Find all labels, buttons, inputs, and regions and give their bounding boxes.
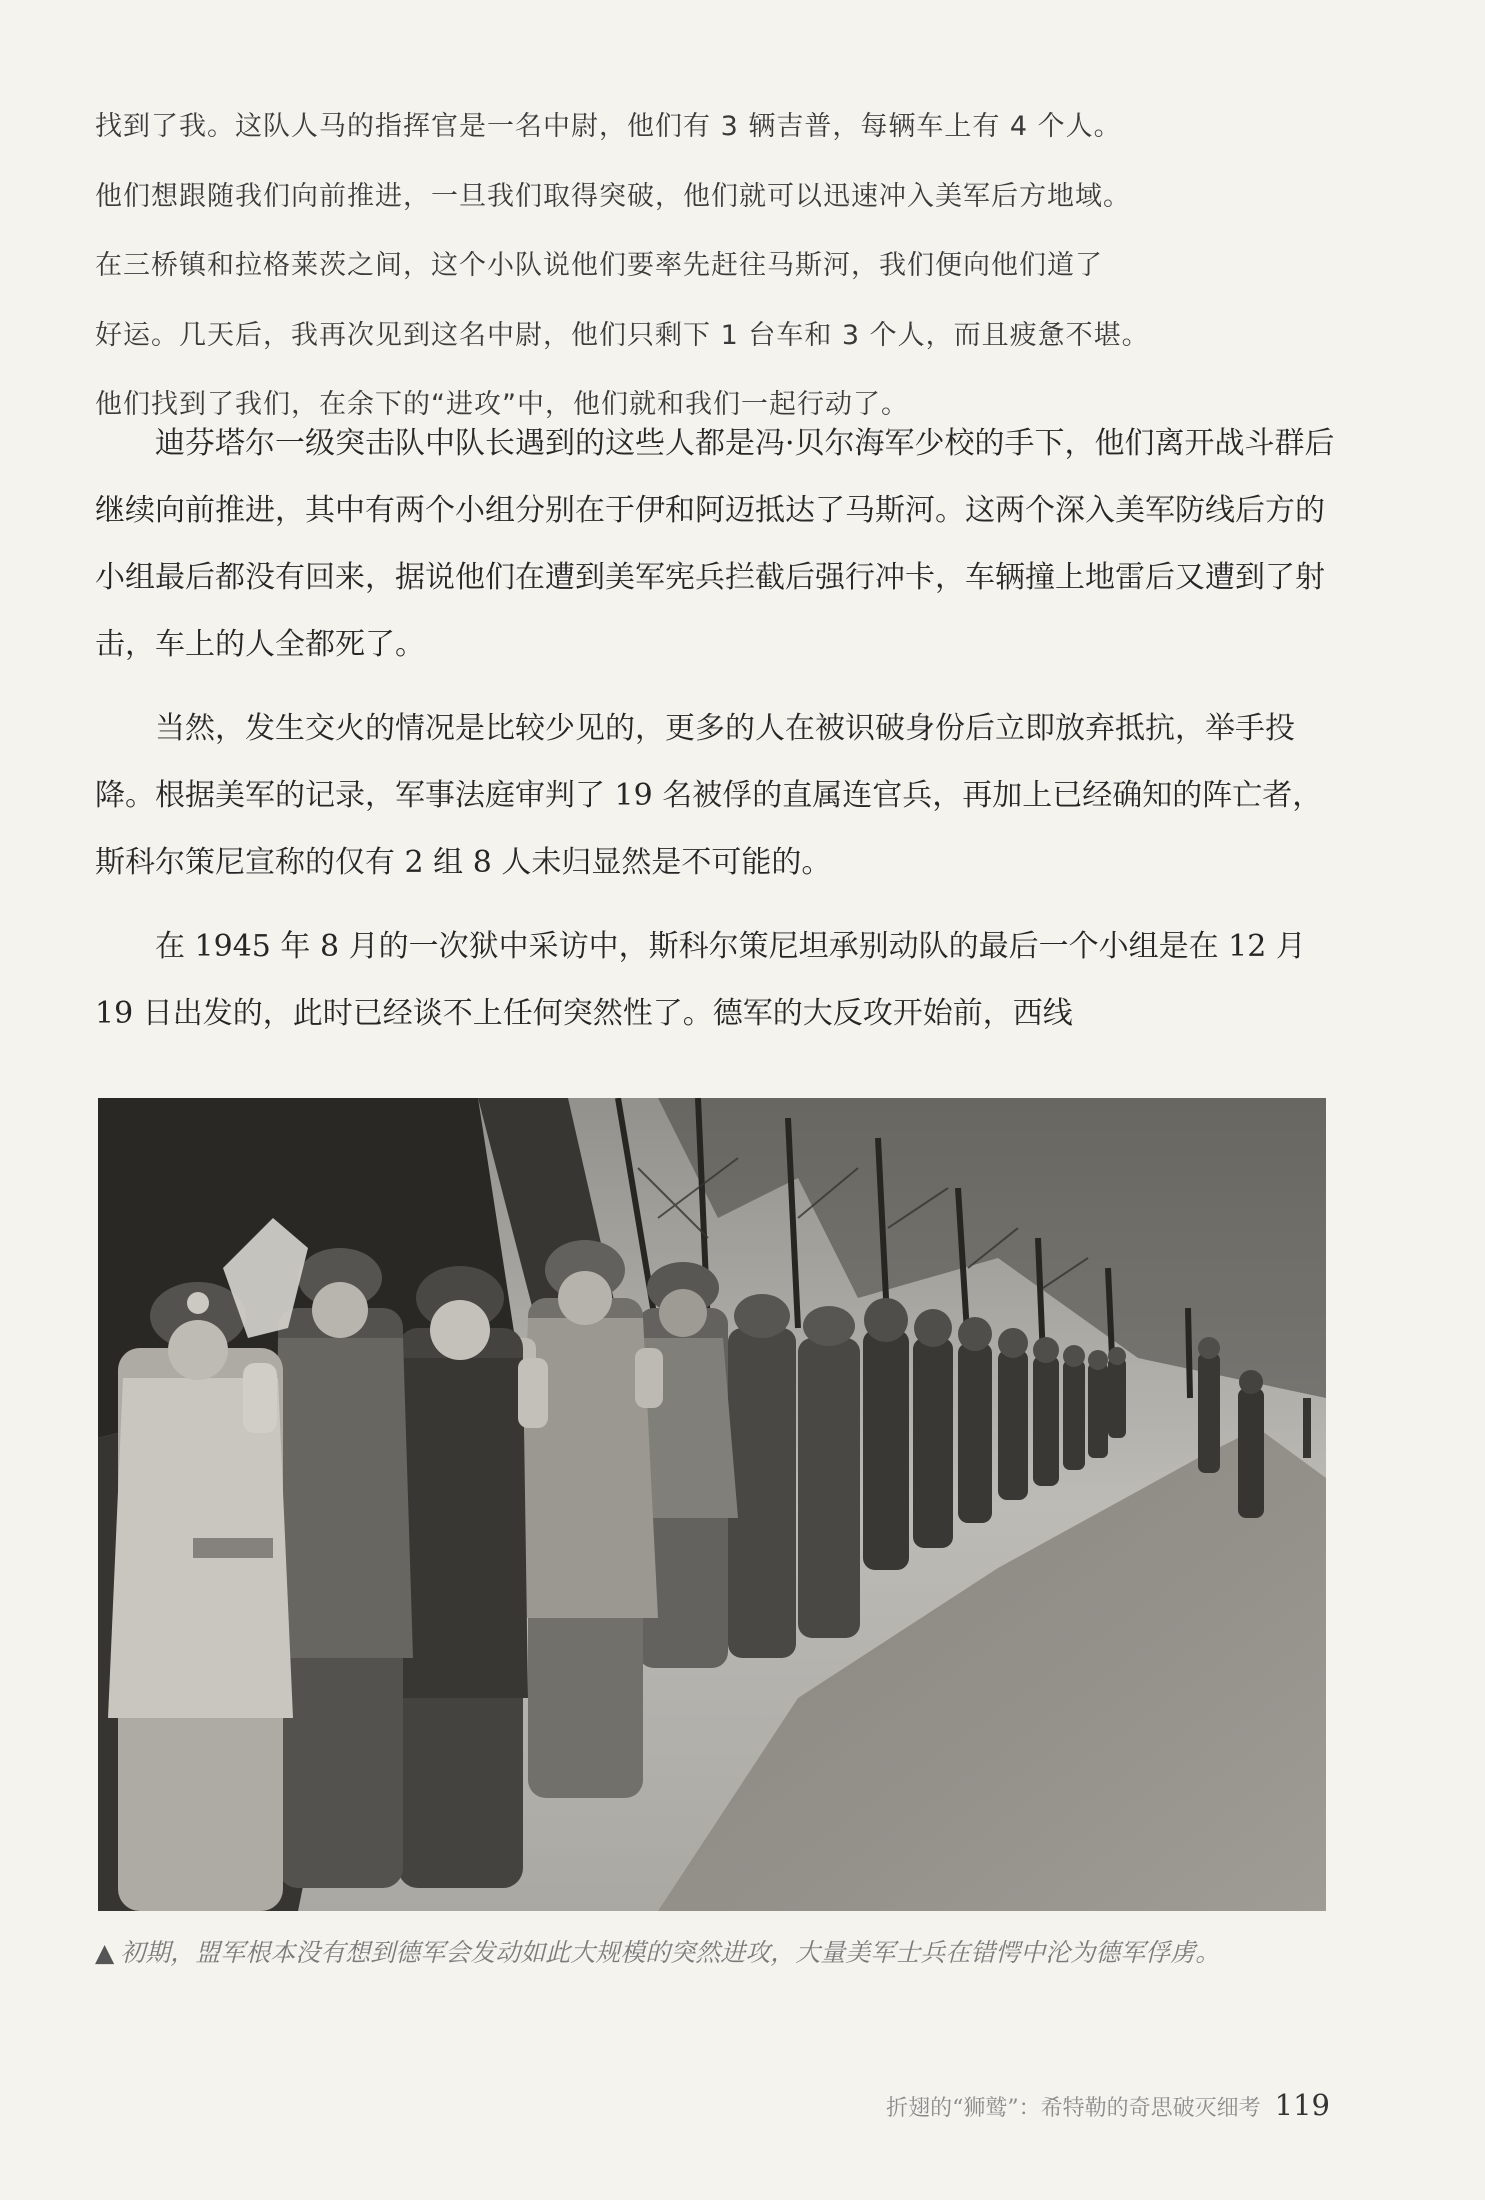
caption-marker: ▲: [95, 1938, 115, 1967]
quote-line: 他们想跟随我们向前推进，一旦我们取得突破，他们就可以迅速冲入美军后方地域。: [95, 180, 1131, 212]
body-paragraph: 在 1945 年 8 月的一次狱中采访中，斯科尔策尼坦承别动队的最后一个小组是在 12 月 19 日出发的，此时已经谈不上任何突然性了。德军的大反攻开始前，西线: [95, 929, 1306, 1031]
page-number: 119: [1274, 2088, 1330, 2122]
photo-prisoners-icon: [98, 1098, 1326, 1911]
quote-block: [95, 92, 1335, 440]
page-footer: [886, 2088, 1330, 2122]
running-title: 折翅的“狮鹫”：希特勒的奇思破灭细考: [886, 2096, 1261, 2121]
quote-line: 找到了我。这队人马的指挥官是一名中尉，他们有 3 辆吉普，每辆车上有 4 个人。: [95, 111, 1122, 142]
quote-line: 在三桥镇和拉格莱茨之间，这个小队说他们要率先赶往马斯河，我们便向他们道了: [95, 250, 1103, 281]
quote-line: 好运。几天后，我再次见到这名中尉，他们只剩下 1 台车和 3 个人，而且疲惫不堪。: [95, 319, 1150, 351]
photo-caption: [95, 1934, 1335, 1972]
body-paragraph: 迪芬塔尔一级突击队中队长遇到的这些人都是冯·贝尔海军少校的手下，他们离开战斗群后继续向前推进，其中有两个小组分别在于伊和阿迈抵达了马斯河。这两个深入美军防线后方的小组最后都没有回来，据说他们在遭到美军宪兵拦截后强行冲卡，车辆撞上地雷后又遭到了射击，车上的人全都死了。: [95, 426, 1335, 662]
body-paragraph: 当然，发生交火的情况是比较少见的，更多的人在被识破身份后立即放弃抵抗，举手投降。根据美军的记录，军事法庭审判了 19 名被俘的直属连官兵，再加上已经确知的阵亡者，斯科尔策尼宣称的仅有 2 组 8 人未归显然是不可能的。: [95, 711, 1323, 880]
caption-text: 初期，盟军根本没有想到德军会发动如此大规模的突然进攻，大量美军士兵在错愕中沦为德军俘虏。: [120, 1938, 1221, 1967]
quote-line: 他们找到了我们，在余下的“进攻”中，他们就和我们一起行动了。: [95, 389, 909, 420]
body-text: [95, 410, 1340, 1064]
